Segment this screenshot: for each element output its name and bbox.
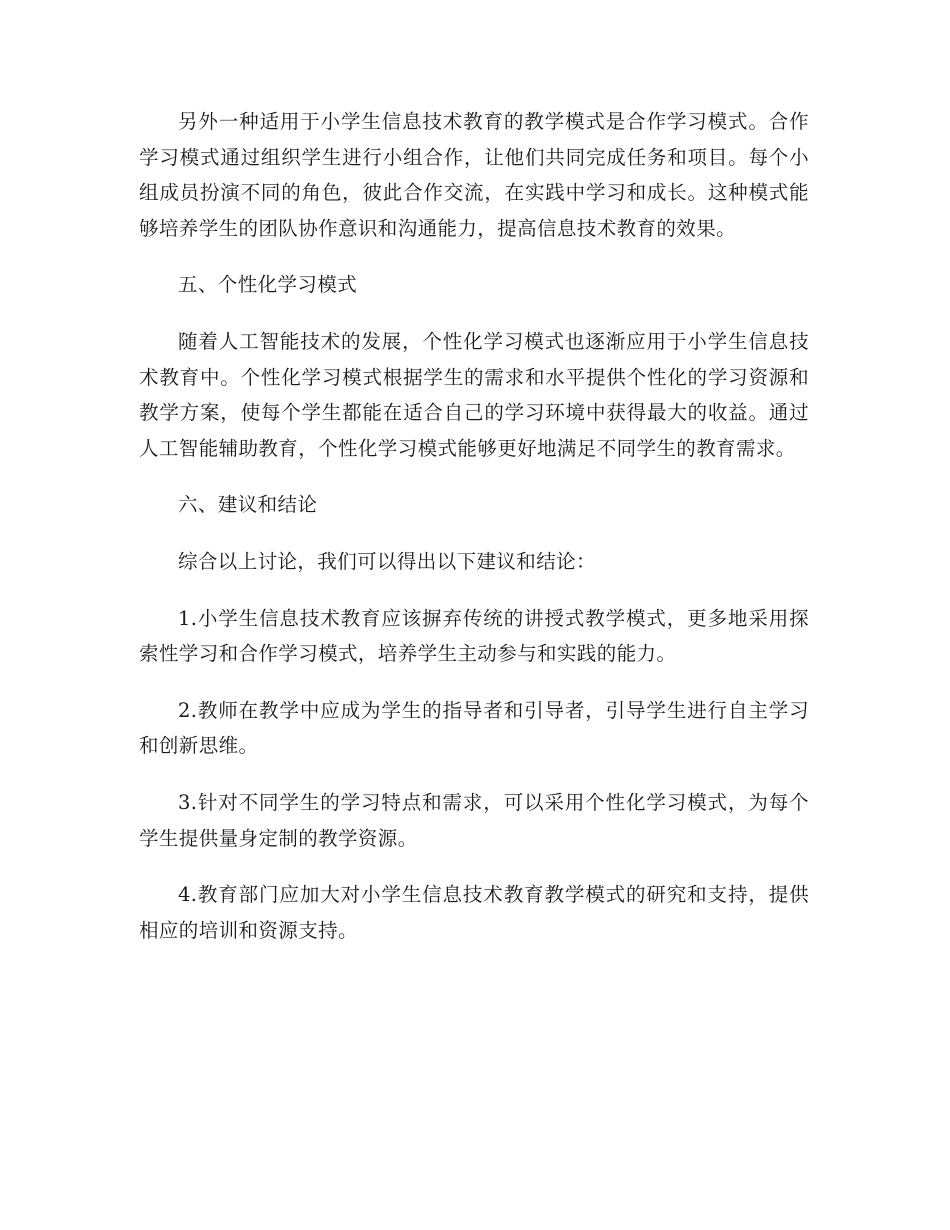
section-heading-suggestions-conclusions: 六、建议和结论 (178, 493, 318, 517)
suggestion-item-4: 4.教育部门应加大对小学生信息技术教育教学模式的研究和支持，提供相应的培训和资源支持。 (139, 883, 809, 942)
suggestion-item-2: 2.教师在教学中应成为学生的指导者和引导者，引导学生进行自主学习和创新思维。 (139, 698, 809, 758)
section-heading-personalized-learning: 五、个性化学习模式 (178, 273, 358, 297)
suggestion-item-3: 3.针对不同学生的学习特点和需求，可以采用个性化学习模式，为每个学生提供量身定制的教学资源。 (139, 790, 809, 850)
paragraph-summary-intro: 综合以上讨论，我们可以得出以下建议和结论： (178, 549, 596, 573)
paragraph-cooperative-learning: 另外一种适用于小学生信息技术教育的教学模式是合作学习模式。合作学习模式通过组织学生进行小组合作，让他们共同完成任务和项目。每个小组成员扮演不同的角色，彼此合作交流，在实践中学习和成长。这种模式能够培养学生的团队协作意识和沟通能力，提高信息技术教育的效果。 (139, 110, 809, 240)
suggestion-item-1: 1.小学生信息技术教育应该摒弃传统的讲授式教学模式，更多地采用探索性学习和合作学习模式，培养学生主动参与和实践的能力。 (139, 606, 809, 666)
paragraph-personalized-learning: 随着人工智能技术的发展，个性化学习模式也逐渐应用于小学生信息技术教育中。个性化学习模式根据学生的需求和水平提供个性化的学习资源和教学方案，使每个学生都能在适合自己的学习环境中获得最大的收益。通过人工智能辅助教育，个性化学习模式能够更好地满足不同学生的教育需求。 (139, 329, 809, 460)
document-body (139, 104, 809, 969)
